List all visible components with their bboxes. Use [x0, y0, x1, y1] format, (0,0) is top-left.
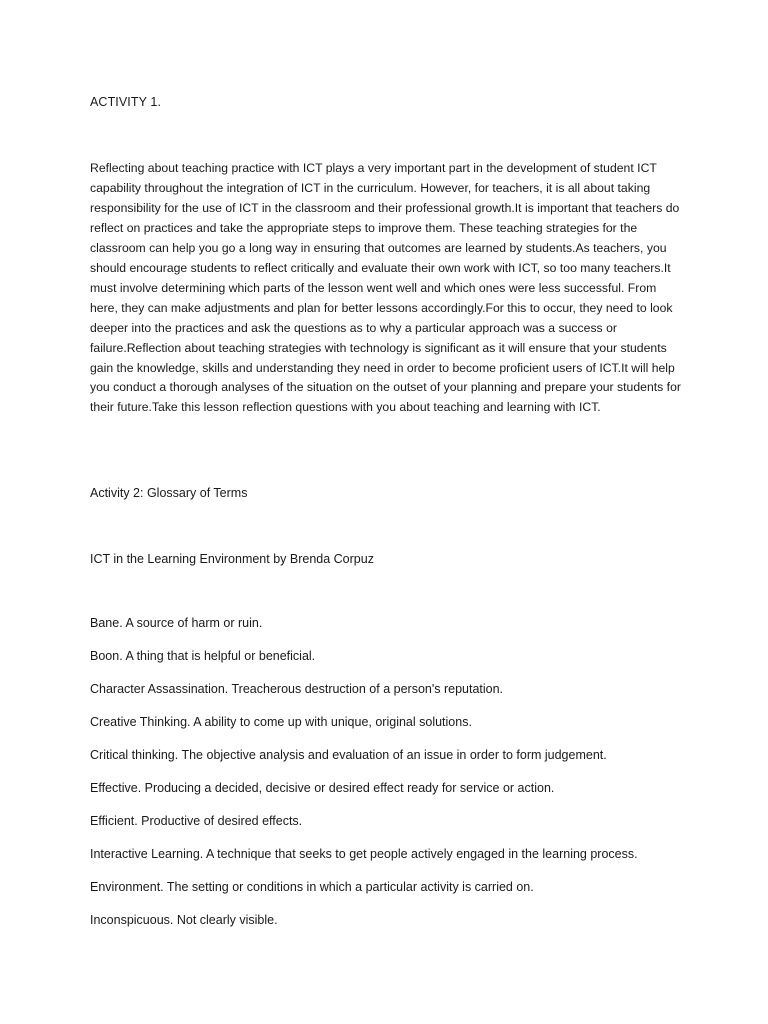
glossary-item: Character Assassination. Treacherous destruction of a person's reputation. [90, 682, 504, 696]
glossary-item: Effective. Producing a decided, decisive or desired effect ready for service or action. [90, 781, 555, 795]
glossary-item: Environment. The setting or conditions in which a particular activity is carried on. [90, 880, 534, 894]
glossary-item: Inconspicuous. Not clearly visible. [90, 913, 278, 927]
glossary-item: Efficient. Productive of desired effects. [90, 814, 303, 828]
glossary-item: Bane. A source of harm or ruin. [90, 616, 263, 630]
glossary-list [90, 615, 638, 945]
glossary-item: Critical thinking. The objective analysis and evaluation of an issue in order to form judgement. [90, 748, 607, 762]
glossary-item: Interactive Learning. A technique that seeks to get people actively engaged in the learning process. [90, 847, 638, 861]
activity-1-heading: ACTIVITY 1. [90, 95, 162, 109]
glossary-item: Creative Thinking. A ability to come up with unique, original solutions. [90, 715, 472, 729]
glossary-item: Boon. A thing that is helpful or beneficial. [90, 649, 316, 663]
glossary-subtitle: ICT in the Learning Environment by Brenda Corpuz [90, 552, 374, 566]
activity-1-paragraph: Reflecting about teaching practice with ICT plays a very important part in the development of student ICT capability throughout the integration of ICT in the curriculum. However, for teachers, it is all about taking responsibility for the use of ICT in the classroom and their professional growth.It is important that teachers do reflect on practices and take the appropriate steps to improve them. These teaching strategies for the classroom can help you go a long way in ensuring that outcomes are learned by students.As teachers, you should encourage students to reflect critically and evaluate their own work with ICT, so too many teachers.It must involve determining which parts of the lesson went well and which ones were less successful. From here, they can make adjustments and plan for better lessons accordingly.For this to occur, they need to look deeper into the practices and ask the questions as to why a particular approach was a success or failure.Reflection about teaching strategies with technology is significant as it will ensure that your students gain the knowledge, skills and understanding they need in order to become proficient users of ICT.It will help you conduct a thorough analyses of the situation on the outset of your planning and prepare your students for their future.Take this lesson reflection questions with you about teaching and learning with ICT. [90, 161, 681, 415]
activity-2-heading: Activity 2: Glossary of Terms [90, 486, 248, 500]
